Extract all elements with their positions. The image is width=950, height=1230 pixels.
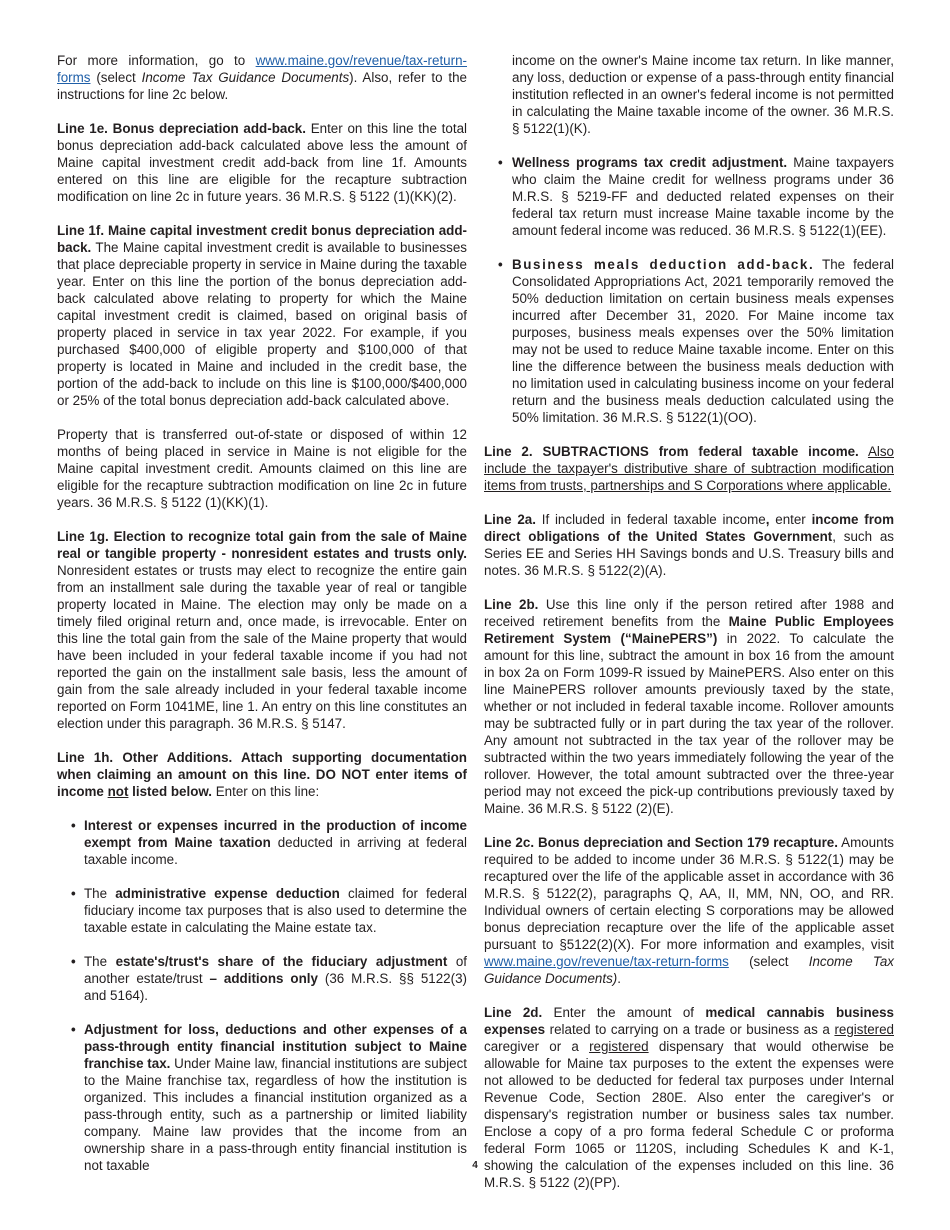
paragraph bbox=[57, 749, 467, 800]
text: The Maine capital investment credit is available to businesses that place depreciable property in service in Maine during the taxable year. Enter on this line the portion of the bonus depreciation add-back calculated above relating to property for which the Maine capital investment credit is claimed, based on original basis of property placed in service in tax year 2022. For example, if you purchased $400,000 of eligible property and $100,000 of that property is located in Maine and included in the credit base, the portion of the add-back to include on this line is $100,000/$400,000 or 25% of the total bonus depreciation add-back calculated above. bbox=[57, 240, 467, 408]
text: Maine taxpayers who claim the Maine credit for wellness programs under 36 M.R.S. § 5219-FF and deducted related expenses on their federal tax return must increase Maine taxable income by the amount federal income was reduced. 36 M.R.S. § 5122(1)(EE). bbox=[512, 155, 894, 238]
text: ). Also, refer to the instructions for line 2c below. bbox=[57, 70, 467, 102]
text: Property that is transferred out-of-state or disposed of within 12 months of being placed in service in Maine is not eligible for the Maine capital investment credit. Amounts claimed on this line are eligible for the recapture subtraction modification on line 2c in future years. 36 M.R.S. § 5122 (1)(KK)(1). bbox=[57, 427, 467, 510]
bold-text: Interest or expenses incurred in the production of income exempt from Maine taxation bbox=[84, 818, 467, 850]
text: deducted in arriving at federal taxable income. bbox=[84, 835, 468, 867]
text: If included in federal taxable income bbox=[535, 512, 766, 527]
bullet-icon: • bbox=[498, 257, 503, 272]
text: caregiver or a bbox=[484, 1039, 590, 1054]
text: in 2022. To calculate the amount for this line, subtract the amount in box 16 from the amount in box 2a on Form 1099-R issued by MainePERS. Also enter on this line MainePERS rollover amounts previously taxed by the state, whether or not included in federal taxable income. Rollover amounts may be subtracted fully or in part during the tax year of the rollover. Any amount not subtracted in the tax year of the rollover may be subtracted within the two years immediately following the year of the rollover. However, the total amount subtracted over the three-year period may not exceed the pick-up contributions previously taxed by Maine. 36 M.R.S. § 5122 (2)(E). bbox=[484, 631, 894, 816]
text: of another estate/trust bbox=[84, 954, 467, 986]
bold-text: Line 2d. bbox=[484, 1005, 543, 1020]
bullet-icon: • bbox=[71, 886, 76, 901]
text: Income Tax Guidance Documents) bbox=[484, 954, 894, 986]
link[interactable]: www.maine.gov/revenue/tax-return-forms bbox=[484, 954, 729, 969]
bold-text: – additions only bbox=[209, 971, 318, 986]
left-column bbox=[57, 52, 467, 1191]
text: related to carrying on a trade or business as a bbox=[545, 1022, 835, 1037]
bold-text: Business meals deduction add-back. bbox=[512, 257, 815, 272]
text: claimed for federal fiduciary income tax purposes that is also used to determine the taxable estate in calculating the Maine estate tax. bbox=[84, 886, 467, 935]
bold-text: Wellness programs tax credit adjustment. bbox=[512, 155, 788, 170]
text: Amounts required to be added to income under 36 M.R.S. § 5122(1) may be recaptured over the life of the applicable asset in accordance with 36 M.R.S. § 5122(2), paragraphs Q, AA, II, MM, NN, OO, and RR. Individual owners of certain electing S corporations may be allowed bonus depreciation recapture over the life of the applicable asset pursuant to §5122(2)(X). For more information and examples, visit bbox=[484, 835, 894, 952]
text: registered bbox=[834, 1022, 894, 1037]
text bbox=[859, 444, 868, 459]
text: enter bbox=[769, 512, 812, 527]
bullet-item bbox=[57, 953, 467, 1004]
text: The federal Consolidated Appropriations Act, 2021 temporarily removed the 50% deduction limitation on certain business meals expenses incurred after December 31, 2020. For Maine income tax purposes, business meals expenses over the 50% limitation may not be used to reduce Maine taxable income. Enter on this line the difference between the business meals deduction with no limitation used in calculating business income on your federal return and the business meals deduction calculated using the 50% limitation. 36 M.R.S. § 5122(1)(OO). bbox=[512, 257, 895, 425]
bold-text: Line 2b. bbox=[484, 597, 539, 612]
text: . bbox=[617, 971, 621, 986]
text: For more information, go to bbox=[57, 53, 256, 68]
bold-text: listed below. bbox=[128, 784, 213, 799]
bullet-item bbox=[57, 817, 467, 868]
paragraph bbox=[484, 596, 894, 817]
link[interactable]: www.maine.gov/revenue/tax-return-forms bbox=[57, 53, 467, 85]
text: income on the owner's Maine income tax return. In like manner, any loss, deduction or expense of a pass-through entity financial institution reflected in an owner's federal income is not permitted in calculating the Maine taxable income of the owner. 36 M.R.S. § 5122(1)(K). bbox=[512, 53, 894, 136]
bold-text: Maine Public Employees Retirement System (“MainePERS”) bbox=[484, 614, 894, 646]
page-number: 4 bbox=[472, 1160, 478, 1171]
bold-text: income from direct obligations of the United States Government bbox=[484, 512, 894, 544]
bold-text: Line 2c. Bonus depreciation and Section 179 recapture. bbox=[484, 835, 838, 850]
paragraph bbox=[57, 120, 467, 205]
bold-text: Adjustment for loss, deductions and other expenses of a pass-through entity financial institution subject to Maine franchise tax. bbox=[84, 1022, 467, 1071]
bold-text: , bbox=[765, 512, 770, 527]
text: Use this line only if the person retired after 1988 and received retirement benefits from the bbox=[484, 597, 894, 629]
bullet-item bbox=[484, 154, 894, 239]
text: Income Tax Guidance Documents bbox=[141, 70, 350, 85]
text: The bbox=[84, 954, 116, 969]
text: Nonresident estates or trusts may elect to recognize the entire gain from an installment sale during the taxable year of real or tangible property located in Maine. The election may only be made on a timely filed original return and, once made, is irrevocable. Enter on this line the total gain from the sale of the Maine property that would have been included in your federal taxable income if you had not reported the gain on the installment sale basis, less the amount of gain from the sale already included in your federal taxable income reported on Form 1041ME, line 1. An entry on this line constitutes an election under this paragraph. 36 M.R.S. § 5147. bbox=[57, 563, 467, 731]
paragraph bbox=[57, 222, 467, 409]
paragraph bbox=[57, 426, 467, 511]
right-column bbox=[484, 52, 894, 1208]
text: The bbox=[84, 886, 116, 901]
text: registered bbox=[589, 1039, 649, 1054]
bullet-icon: • bbox=[71, 818, 76, 833]
text: (36 M.R.S. §§ 5122(3) and 5164). bbox=[84, 971, 467, 1003]
paragraph bbox=[484, 834, 894, 987]
text: Also include the taxpayer's distributive share of subtraction modification items from trusts, partnerships and S Corporations where applicable. bbox=[484, 444, 894, 493]
bold-text: Line 1f. Maine capital investment credit bonus depreciation add-back. bbox=[57, 223, 467, 255]
bold-text: medical cannabis business expenses bbox=[484, 1005, 894, 1037]
paragraph bbox=[484, 52, 894, 137]
text: Enter on this line the total bonus depreciation add-back calculated above less the amount of Maine capital investment credit add-back from line 1f. Amounts entered on this line are eligible for the recapture subtraction modification on line 2c in future years. 36 M.R.S. § 5122 (1)(KK)(2). bbox=[57, 121, 467, 204]
text: Enter the amount of bbox=[542, 1005, 706, 1020]
paragraph bbox=[484, 443, 894, 494]
bullet-item bbox=[57, 1021, 467, 1174]
text: (select bbox=[728, 954, 809, 969]
bold-text: Line 2. SUBTRACTIONS from federal taxable income. bbox=[484, 444, 859, 459]
text: , such as Series EE and Series HH Savings bonds and U.S. Treasury bills and notes. 36 M.R.S. § 5122(2)(A). bbox=[484, 529, 894, 578]
bold-text: Line 1h. Other Additions. Attach supporting documentation when claiming an amount on this line. DO NOT enter items of income bbox=[57, 750, 467, 799]
bold-text: Line 1g. Election to recognize total gain from the sale of Maine real or tangible property - nonresident estates and trusts only. bbox=[57, 529, 467, 561]
bullet-icon: • bbox=[71, 954, 76, 969]
bold-text: administrative expense deduction bbox=[115, 886, 340, 901]
paragraph bbox=[57, 528, 467, 732]
text: Enter on this line: bbox=[212, 784, 320, 799]
paragraph bbox=[484, 511, 894, 579]
text: (select bbox=[90, 70, 142, 85]
paragraph bbox=[57, 52, 467, 103]
text: Under Maine law, financial institutions are subject to the Maine franchise tax, regardless of how the institution is organized. This includes a financial institution organized as a pass-through entity, such as a partnership or limited liability company. Maine law provides that the income from an ownership share in a pass-through entity financial institution is not taxable bbox=[84, 1056, 467, 1173]
bullet-item bbox=[57, 885, 467, 936]
bold-text: Line 2a. bbox=[484, 512, 536, 527]
bullet-icon: • bbox=[498, 155, 503, 170]
bold-text: estate's/trust's share of the fiduciary adjustment bbox=[115, 954, 448, 969]
bullet-item bbox=[484, 256, 894, 426]
bold-text: Line 1e. Bonus depreciation add-back. bbox=[57, 121, 306, 136]
bullet-icon: • bbox=[71, 1022, 76, 1037]
text: not bbox=[107, 784, 129, 799]
text: dispensary that would otherwise be allowable for Maine tax purposes to the extent the expenses were not allowed to be deducted for federal tax purposes under Internal Revenue Code, Section 280E. Also enter the caregiver's or dispensary's registration number or business sales tax number. Enclose a copy of a pro forma federal Schedule C or proforma federal Form 1065 or 1120S, including Schedules K and K-1, showing the calculation of the expenses included on this line. 36 M.R.S. § 5122 (2)(PP). bbox=[484, 1039, 894, 1190]
